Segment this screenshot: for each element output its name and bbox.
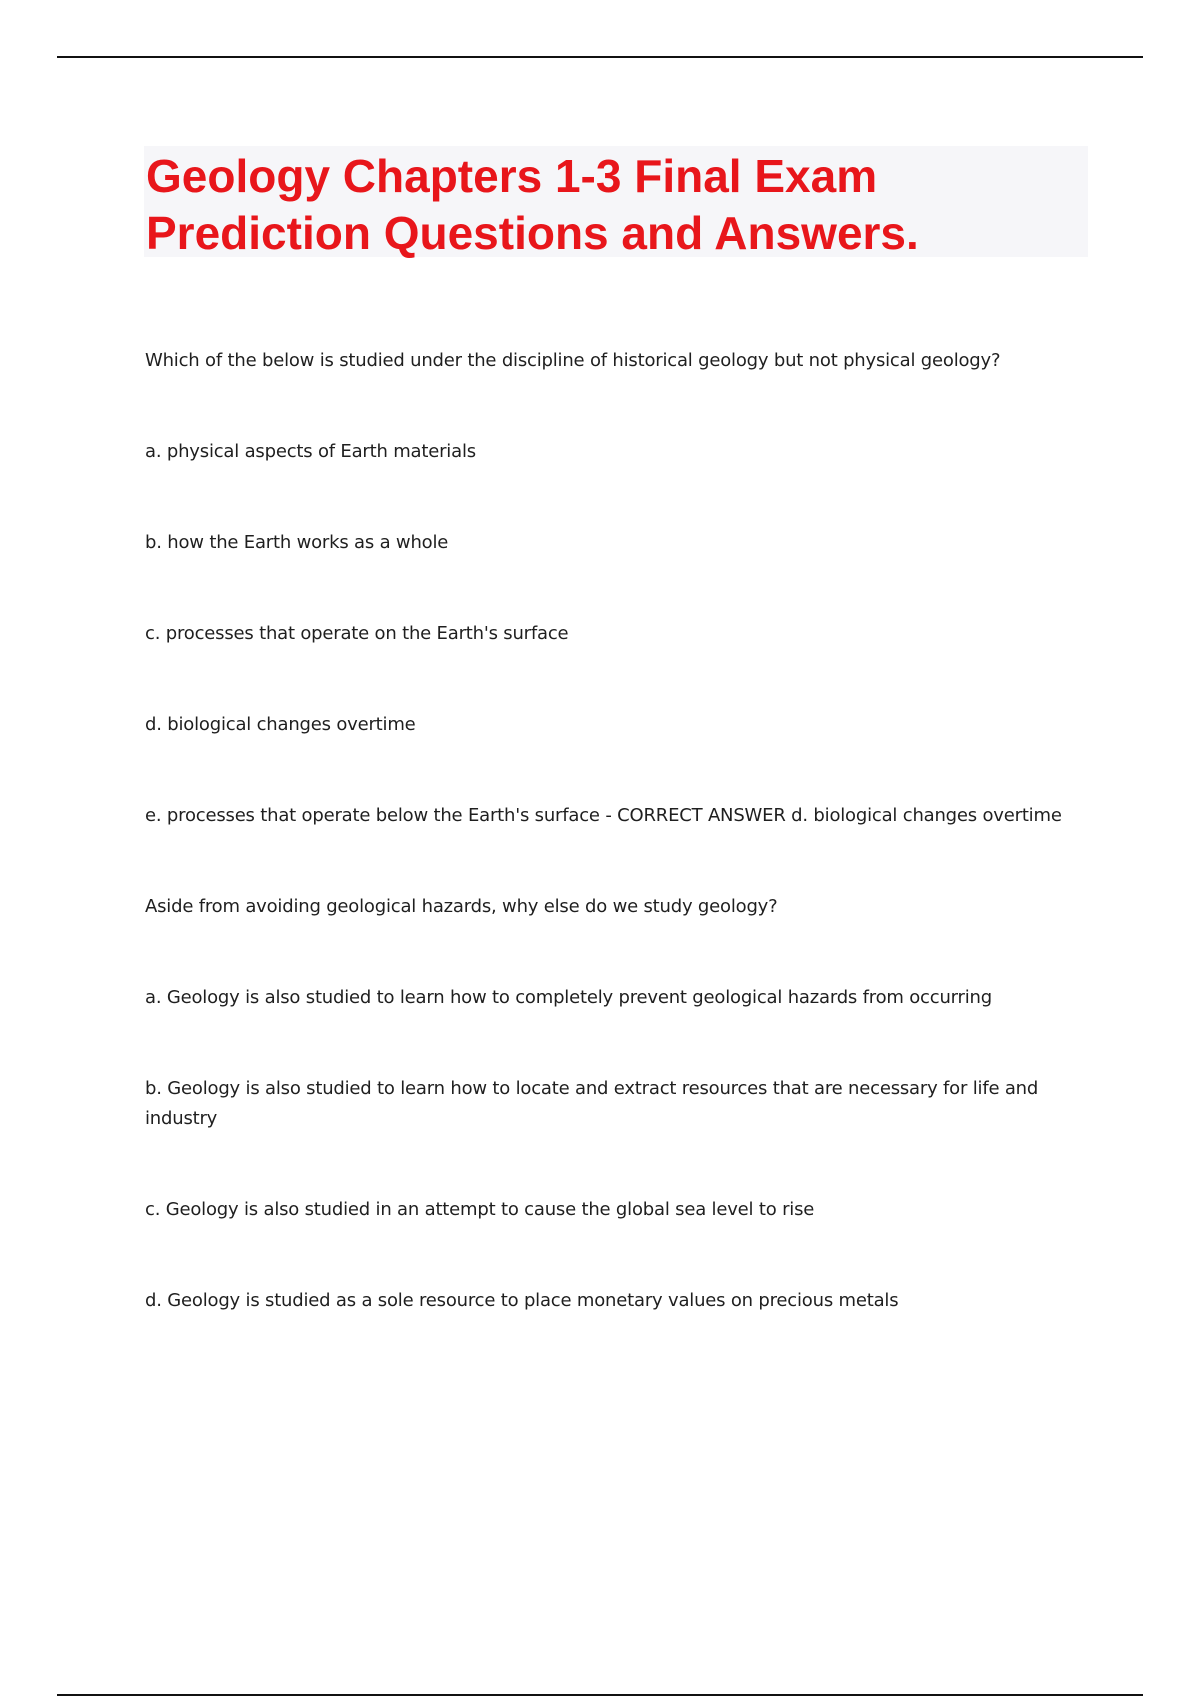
- title-line-1: Geology Chapters 1-3 Final Exam: [146, 150, 878, 202]
- question-2-option-d: d. Geology is studied as a sole resource to place monetary values on precious metals: [145, 1290, 899, 1311]
- header-rule: [57, 56, 1143, 58]
- question-1-text: Which of the below is studied under the discipline of historical geology but not physical geology?: [145, 350, 1001, 371]
- question-1-option-d: d. biological changes overtime: [145, 714, 416, 735]
- question-2-option-a: a. Geology is also studied to learn how to completely prevent geological hazards from occurring: [145, 987, 992, 1008]
- question-1-option-b: b. how the Earth works as a whole: [145, 532, 449, 553]
- title-line-2: Prediction Questions and Answers.: [146, 207, 919, 259]
- question-1-option-c: c. processes that operate on the Earth's surface: [145, 623, 569, 644]
- document-title: [146, 148, 1086, 262]
- title-banner: [144, 146, 1088, 257]
- question-2-option-b: b. Geology is also studied to learn how to locate and extract resources that are necessary for life and industry: [145, 1078, 1039, 1129]
- question-2-text: Aside from avoiding geological hazards, why else do we study geology?: [145, 896, 778, 917]
- question-1-option-e-with-answer: e. processes that operate below the Earth's surface - CORRECT ANSWER d. biological changes overtime: [145, 805, 1062, 826]
- footer-rule: [57, 1694, 1143, 1696]
- question-1-option-a: a. physical aspects of Earth materials: [145, 441, 476, 462]
- question-2-option-c: c. Geology is also studied in an attempt to cause the global sea level to rise: [145, 1199, 815, 1220]
